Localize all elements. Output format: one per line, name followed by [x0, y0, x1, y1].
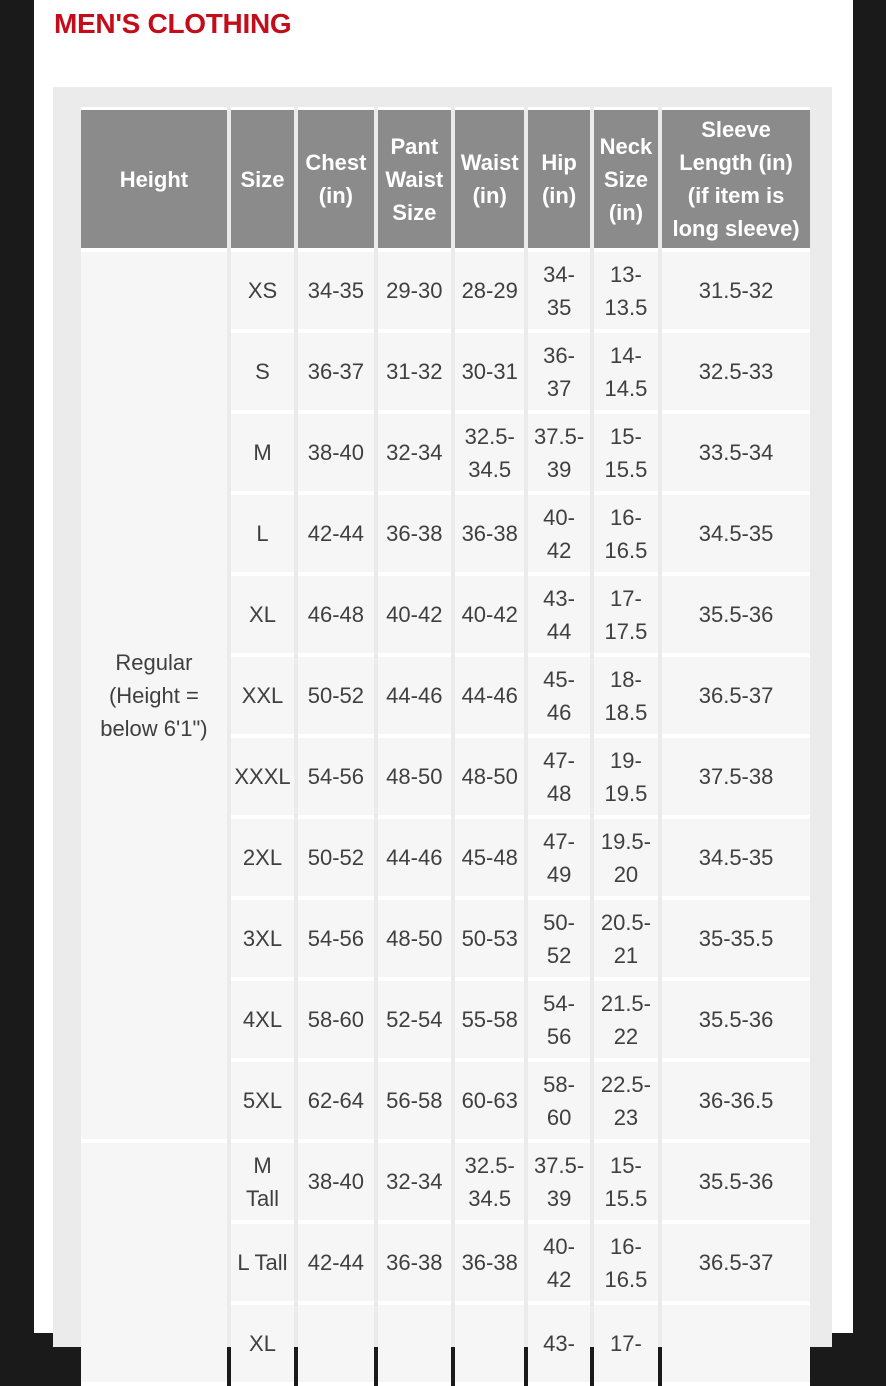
- chest-cell: 38-40: [298, 414, 373, 495]
- height-group-cell: Regular (Height = below 6'1"): [81, 252, 227, 1143]
- neck-cell: 13- 13.5: [594, 252, 658, 333]
- header-neck: Neck Size (in): [594, 107, 658, 252]
- pant-waist-cell: 32-34: [378, 1143, 451, 1224]
- sleeve-cell: 34.5-35: [662, 819, 810, 900]
- header-waist: Waist (in): [455, 107, 524, 252]
- neck-cell: 19- 19.5: [594, 738, 658, 819]
- hip-cell: 43-: [528, 1305, 589, 1386]
- size-cell: L: [231, 495, 294, 576]
- waist-cell: 36-38: [455, 1224, 524, 1305]
- hip-cell: 43- 44: [528, 576, 589, 657]
- sleeve-cell: 36-36.5: [662, 1062, 810, 1143]
- header-pant-waist: Pant Waist Size: [378, 107, 451, 252]
- page: [34, 0, 853, 1356]
- table-row: [81, 252, 810, 333]
- sleeve-cell: 37.5-38: [662, 738, 810, 819]
- header-hip: Hip (in): [528, 107, 589, 252]
- height-group-cell: [81, 1143, 227, 1386]
- chest-cell: 34-35: [298, 252, 373, 333]
- size-cell: M Tall: [231, 1143, 294, 1224]
- chest-cell: 54-56: [298, 900, 373, 981]
- waist-cell: 50-53: [455, 900, 524, 981]
- chest-cell: 36-37: [298, 333, 373, 414]
- pant-waist-cell: 52-54: [378, 981, 451, 1062]
- waist-cell: 30-31: [455, 333, 524, 414]
- size-cell: S: [231, 333, 294, 414]
- sleeve-cell: 35.5-36: [662, 576, 810, 657]
- neck-cell: 14- 14.5: [594, 333, 658, 414]
- chest-cell: 62-64: [298, 1062, 373, 1143]
- chest-cell: 42-44: [298, 495, 373, 576]
- waist-cell: 45-48: [455, 819, 524, 900]
- size-chart-table: [77, 107, 814, 1386]
- hip-cell: 34- 35: [528, 252, 589, 333]
- size-cell: 2XL: [231, 819, 294, 900]
- pant-waist-cell: 36-38: [378, 495, 451, 576]
- neck-cell: 16- 16.5: [594, 495, 658, 576]
- hip-cell: 54- 56: [528, 981, 589, 1062]
- chest-cell: 58-60: [298, 981, 373, 1062]
- sleeve-cell: 35.5-36: [662, 981, 810, 1062]
- table-body: [81, 252, 810, 1386]
- chest-cell: [298, 1305, 373, 1386]
- pant-waist-cell: 29-30: [378, 252, 451, 333]
- section-title: MEN'S CLOTHING: [54, 8, 292, 39]
- size-cell: 3XL: [231, 900, 294, 981]
- sleeve-cell: 35-35.5: [662, 900, 810, 981]
- chest-cell: 50-52: [298, 657, 373, 738]
- hip-cell: 45- 46: [528, 657, 589, 738]
- waist-cell: 32.5- 34.5: [455, 1143, 524, 1224]
- hip-cell: 37.5- 39: [528, 414, 589, 495]
- size-cell: 5XL: [231, 1062, 294, 1143]
- hip-cell: 37.5- 39: [528, 1143, 589, 1224]
- size-cell: L Tall: [231, 1224, 294, 1305]
- sleeve-cell: 36.5-37: [662, 657, 810, 738]
- chest-cell: 46-48: [298, 576, 373, 657]
- hip-cell: 50- 52: [528, 900, 589, 981]
- pant-waist-cell: 31-32: [378, 333, 451, 414]
- hip-cell: 47- 49: [528, 819, 589, 900]
- size-cell: XS: [231, 252, 294, 333]
- waist-cell: 55-58: [455, 981, 524, 1062]
- neck-cell: 20.5- 21: [594, 900, 658, 981]
- sleeve-cell: 33.5-34: [662, 414, 810, 495]
- sleeve-cell: 36.5-37: [662, 1224, 810, 1305]
- waist-cell: 32.5- 34.5: [455, 414, 524, 495]
- pant-waist-cell: 40-42: [378, 576, 451, 657]
- waist-cell: 28-29: [455, 252, 524, 333]
- neck-cell: 21.5- 22: [594, 981, 658, 1062]
- size-cell: XL: [231, 576, 294, 657]
- neck-cell: 17-: [594, 1305, 658, 1386]
- size-cell: 4XL: [231, 981, 294, 1062]
- pant-waist-cell: [378, 1305, 451, 1386]
- hip-cell: 47- 48: [528, 738, 589, 819]
- pant-waist-cell: 36-38: [378, 1224, 451, 1305]
- sleeve-cell: 31.5-32: [662, 252, 810, 333]
- pant-waist-cell: 44-46: [378, 657, 451, 738]
- table-header-row: [81, 107, 810, 252]
- pant-waist-cell: 32-34: [378, 414, 451, 495]
- header-chest: Chest (in): [298, 107, 373, 252]
- sleeve-cell: 34.5-35: [662, 495, 810, 576]
- table-row: [81, 1143, 810, 1224]
- waist-cell: 44-46: [455, 657, 524, 738]
- waist-cell: [455, 1305, 524, 1386]
- chest-cell: 38-40: [298, 1143, 373, 1224]
- waist-cell: 36-38: [455, 495, 524, 576]
- waist-cell: 48-50: [455, 738, 524, 819]
- hip-cell: 58- 60: [528, 1062, 589, 1143]
- pant-waist-cell: 44-46: [378, 819, 451, 900]
- hip-cell: 40- 42: [528, 1224, 589, 1305]
- waist-cell: 60-63: [455, 1062, 524, 1143]
- size-cell: M: [231, 414, 294, 495]
- sleeve-cell: 35.5-36: [662, 1143, 810, 1224]
- neck-cell: 15- 15.5: [594, 414, 658, 495]
- sleeve-cell: [662, 1305, 810, 1386]
- neck-cell: 22.5- 23: [594, 1062, 658, 1143]
- neck-cell: 19.5- 20: [594, 819, 658, 900]
- header-height: Height: [81, 107, 227, 252]
- chest-cell: 42-44: [298, 1224, 373, 1305]
- sleeve-cell: 32.5-33: [662, 333, 810, 414]
- size-cell: XXXL: [231, 738, 294, 819]
- hip-cell: 36- 37: [528, 333, 589, 414]
- chest-cell: 50-52: [298, 819, 373, 900]
- pant-waist-cell: 48-50: [378, 738, 451, 819]
- neck-cell: 18- 18.5: [594, 657, 658, 738]
- neck-cell: 17- 17.5: [594, 576, 658, 657]
- size-cell: XXL: [231, 657, 294, 738]
- hip-cell: 40- 42: [528, 495, 589, 576]
- size-cell: XL: [231, 1305, 294, 1386]
- header-sleeve: Sleeve Length (in) (if item is long sleeve): [662, 107, 810, 252]
- chest-cell: 54-56: [298, 738, 373, 819]
- pant-waist-cell: 48-50: [378, 900, 451, 981]
- waist-cell: 40-42: [455, 576, 524, 657]
- neck-cell: 15- 15.5: [594, 1143, 658, 1224]
- header-size: Size: [231, 107, 294, 252]
- neck-cell: 16- 16.5: [594, 1224, 658, 1305]
- pant-waist-cell: 56-58: [378, 1062, 451, 1143]
